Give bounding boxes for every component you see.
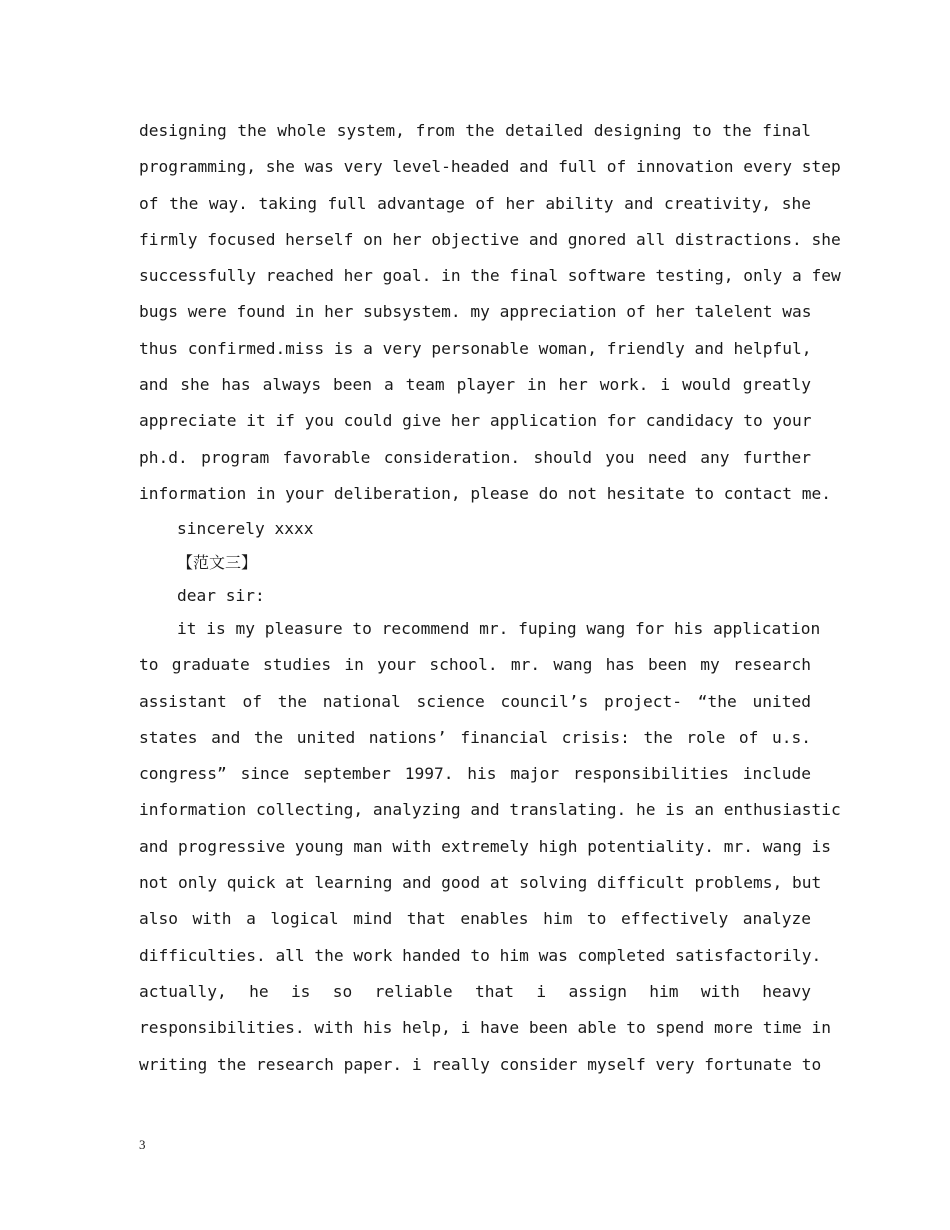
paragraph-line: responsibilities. with his help, i have been able to spend more time in xyxy=(139,1018,831,1038)
paragraph-2 xyxy=(139,611,841,1083)
salutation: dear sir: xyxy=(177,586,265,605)
paragraph-line: and she has always been a team player in her work. i would greatly xyxy=(139,375,811,395)
closing-signature: sincerely xxxx xyxy=(177,519,314,538)
paragraph-line: actually, he is so reliable that i assign him with heavy xyxy=(139,981,811,1001)
paragraph-line: difficulties. all the work handed to him was completed satisfactorily. xyxy=(139,945,822,965)
paragraph-line: bugs were found in her subsystem. my appreciation of her talelent was xyxy=(139,302,812,322)
paragraph-line: successfully reached her goal. in the final software testing, only a few xyxy=(139,266,841,286)
paragraph-line: thus confirmed.miss is a very personable woman, friendly and helpful, xyxy=(139,338,812,358)
paragraph-line: congress” since september 1997. his major responsibilities include xyxy=(139,764,811,784)
paragraph-line: states and the united nations’ financial crisis: the role of u.s. xyxy=(139,727,811,747)
paragraph-line: information collecting, analyzing and translating. he is an enthusiastic xyxy=(139,800,841,820)
paragraph-line: appreciate it if you could give her application for candidacy to your xyxy=(139,411,812,431)
paragraph-line: information in your deliberation, please do not hesitate to contact me. xyxy=(139,483,831,503)
paragraph-line: programming, she was very level-headed and full of innovation every step xyxy=(139,157,841,177)
paragraph-1 xyxy=(139,113,841,512)
paragraph-line: it is my pleasure to recommend mr. fuping wang for his application xyxy=(177,619,821,638)
paragraph-line: to graduate studies in your school. mr. wang has been my research xyxy=(139,655,811,675)
section-heading-block xyxy=(139,545,811,581)
paragraph-line: of the way. taking full advantage of her ability and creativity, she xyxy=(139,193,811,213)
paragraph-line: writing the research paper. i really consider myself very fortunate to xyxy=(139,1054,822,1074)
paragraph-line: assistant of the national science council’s project- “the united xyxy=(139,691,811,711)
closing-block xyxy=(139,511,811,547)
paragraph-line: and progressive young man with extremely high potentiality. mr. wang is xyxy=(139,836,831,856)
page-number: 3 xyxy=(139,1137,146,1152)
salutation-block xyxy=(139,578,811,614)
paragraph-line: also with a logical mind that enables him to effectively analyze xyxy=(139,909,811,929)
paragraph-line: ph.d. program favorable consideration. should you need any further xyxy=(139,447,811,467)
section-heading: 【范文三】 xyxy=(177,553,258,572)
paragraph-line: designing the whole system, from the detailed designing to the final xyxy=(139,121,811,140)
paragraph-line: firmly focused herself on her objective and gnored all distractions. she xyxy=(139,229,841,249)
paragraph-line: not only quick at learning and good at solving difficult problems, but xyxy=(139,873,822,893)
